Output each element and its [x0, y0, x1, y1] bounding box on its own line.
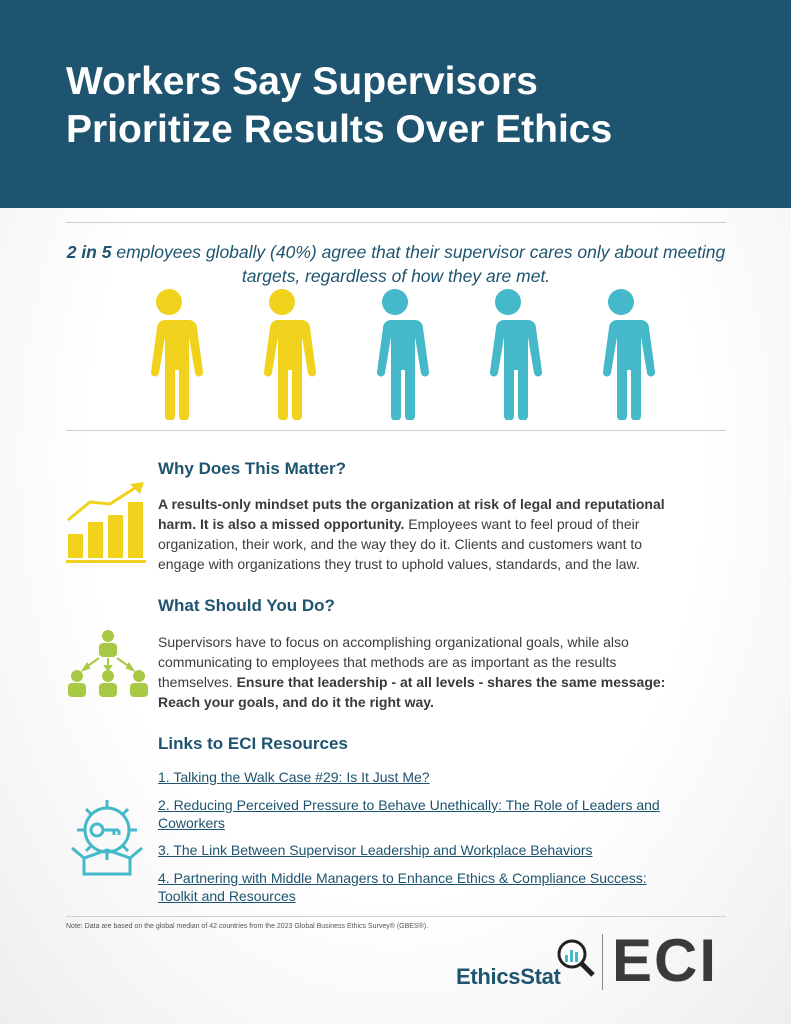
- what-body: [158, 632, 688, 712]
- links-title: Links to ECI Resources: [158, 734, 348, 753]
- person-icon: [248, 288, 316, 420]
- why-body: [158, 494, 688, 574]
- ethicsstat-logo: EthicsStat: [456, 964, 561, 989]
- title-line-2: Prioritize Results Over Ethics: [66, 108, 613, 151]
- resource-link-1[interactable]: 1. Talking the Walk Case #29: Is It Just Me?: [158, 769, 430, 785]
- gear-key-box-icon: [64, 796, 150, 881]
- stat-lead: 2 in 5: [66, 242, 112, 262]
- why-title: Why Does This Matter?: [158, 459, 346, 478]
- header-banner: [0, 0, 791, 208]
- logo-divider: [602, 934, 603, 990]
- resource-link-4[interactable]: 4. Partnering with Middle Managers to Enhance Ethics & Compliance Success: Toolkit and Resources: [158, 870, 647, 904]
- team-hierarchy-icon: [63, 628, 153, 709]
- what-title: What Should You Do?: [158, 596, 335, 615]
- divider-middle: [66, 430, 726, 431]
- footnote: Note: Data are based on the global median of 42 countries from the 2023 Global Business Ethics Survey® (GBES®).: [66, 923, 429, 930]
- person-icon: [587, 288, 655, 420]
- people-graphic: [135, 288, 665, 420]
- eci-logo: ECI: [612, 927, 719, 994]
- what-bold: Ensure that leadership - at all levels - shares the same message: Reach your goals, and do it the right way.: [158, 674, 666, 710]
- page-title: [66, 58, 746, 154]
- stat-headline: [60, 240, 732, 288]
- resource-link-3[interactable]: 3. The Link Between Supervisor Leadership and Workplace Behaviors: [158, 842, 593, 858]
- resource-link-2[interactable]: 2. Reducing Perceived Pressure to Behave Unethically: The Role of Leaders and Coworkers: [158, 797, 660, 831]
- magnifier-chart-icon: [556, 938, 596, 983]
- why-bold: A results-only mindset puts the organization at risk of legal and reputational harm. It is also a missed opportunity.: [158, 496, 665, 532]
- person-icon: [135, 288, 203, 420]
- title-line-1: Workers Say Supervisors: [66, 60, 538, 103]
- what-text: Supervisors have to focus on accomplishing organizational goals, while also communicating to employees that methods are as important as the results themselves.: [158, 634, 629, 690]
- why-text: Employees want to feel proud of their organization, their work, and the way they do it. Clients and customers want to engage with organizations they trust to uphold values, standards, and the law.: [158, 516, 643, 572]
- divider-bottom: [66, 916, 726, 917]
- stat-text: employees globally (40%) agree that their supervisor cares only about meeting targets, regardless of how they are met.: [111, 242, 726, 286]
- person-icon: [474, 288, 542, 420]
- bar-chart-growth-icon: [64, 482, 148, 569]
- divider-top: [66, 222, 726, 223]
- person-icon: [361, 288, 429, 420]
- logo-area: [456, 927, 736, 1002]
